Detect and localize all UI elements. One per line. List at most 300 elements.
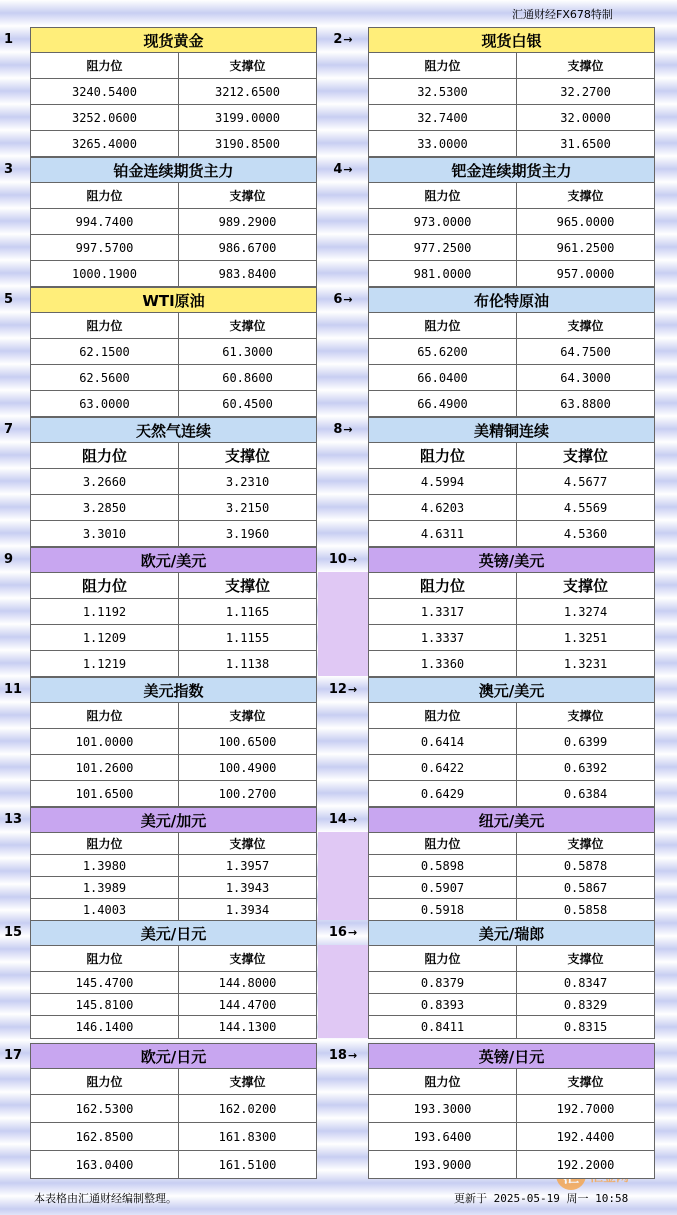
title-row (31, 418, 317, 443)
block-number: 9 (4, 552, 14, 567)
instrument-title: 纽元/美元 (369, 808, 655, 833)
block-number (318, 807, 368, 832)
resistance-value: 3240.5400 (31, 79, 179, 105)
support-value: 3.2150 (179, 495, 317, 521)
resistance-value: 1.3317 (369, 599, 517, 625)
resistance-value: 32.5300 (369, 79, 517, 105)
resistance-value: 145.4700 (31, 972, 179, 994)
support-header: 支撑位 (179, 833, 317, 855)
resistance-header: 阻力位 (31, 313, 179, 339)
resistance-value: 145.8100 (31, 994, 179, 1016)
resistance-header: 阻力位 (369, 946, 517, 972)
support-header: 支撑位 (179, 703, 317, 729)
support-value: 144.4700 (179, 994, 317, 1016)
resistance-header: 阻力位 (31, 573, 179, 599)
support-value: 0.8329 (517, 994, 655, 1016)
quote-table-16 (368, 920, 655, 1039)
block-number-text: 16 (328, 925, 347, 940)
instrument-title: 美元/瑞郎 (369, 921, 655, 946)
block-number: 17 (4, 1048, 23, 1063)
price-row (369, 899, 655, 921)
resistance-value: 66.0400 (369, 365, 517, 391)
support-value: 144.8000 (179, 972, 317, 994)
instrument-title: 美精铜连续 (369, 418, 655, 443)
price-row (369, 972, 655, 994)
header-row (31, 53, 317, 79)
support-header: 支撑位 (179, 443, 317, 469)
support-value: 64.7500 (517, 339, 655, 365)
support-value: 192.4400 (517, 1123, 655, 1151)
title-row (369, 921, 655, 946)
support-header: 支撑位 (517, 53, 655, 79)
resistance-value: 0.8379 (369, 972, 517, 994)
title-row (31, 678, 317, 703)
block-number: 3 (4, 162, 14, 177)
title-row (369, 1044, 655, 1069)
instrument-title: 欧元/美元 (31, 548, 317, 573)
header-row (31, 946, 317, 972)
price-row (369, 877, 655, 899)
resistance-value: 3.2660 (31, 469, 179, 495)
block-number: 5 (4, 292, 14, 307)
resistance-value: 0.8393 (369, 994, 517, 1016)
title-row (31, 1044, 317, 1069)
arrow-right-icon: → (347, 553, 358, 566)
support-header: 支撑位 (517, 833, 655, 855)
support-value: 1.3934 (179, 899, 317, 921)
support-value: 100.2700 (179, 781, 317, 807)
price-row (31, 495, 317, 521)
arrow-right-icon: → (347, 813, 358, 826)
resistance-value: 66.4900 (369, 391, 517, 417)
resistance-header: 阻力位 (369, 1069, 517, 1095)
resistance-value: 3.3010 (31, 521, 179, 547)
support-value: 0.5858 (517, 899, 655, 921)
price-row (369, 209, 655, 235)
price-row (369, 391, 655, 417)
price-row (31, 261, 317, 287)
support-value: 100.4900 (179, 755, 317, 781)
price-row (31, 105, 317, 131)
resistance-value: 0.5918 (369, 899, 517, 921)
price-row (369, 1095, 655, 1123)
quote-table-15 (30, 920, 317, 1039)
support-value: 31.6500 (517, 131, 655, 157)
block-number-text: 2 (333, 32, 343, 47)
quote-table-2 (368, 27, 655, 157)
resistance-value: 994.7400 (31, 209, 179, 235)
quote-table-5 (30, 287, 317, 417)
support-value: 161.8300 (179, 1123, 317, 1151)
support-value: 0.8315 (517, 1016, 655, 1039)
resistance-header: 阻力位 (31, 703, 179, 729)
resistance-value: 0.6429 (369, 781, 517, 807)
quote-table-4 (368, 157, 655, 287)
support-value: 192.2000 (517, 1151, 655, 1179)
header-row (31, 313, 317, 339)
header-row (369, 443, 655, 469)
header-row (31, 1069, 317, 1095)
resistance-value: 63.0000 (31, 391, 179, 417)
block-number-text: 18 (328, 1048, 347, 1063)
title-row (31, 921, 317, 946)
block-number-text: 14 (328, 812, 347, 827)
resistance-value: 973.0000 (369, 209, 517, 235)
support-header: 支撑位 (179, 573, 317, 599)
instrument-title: 现货白银 (369, 28, 655, 53)
price-row (369, 365, 655, 391)
block-number (318, 27, 368, 52)
quote-table-13 (30, 807, 317, 921)
instrument-title: 美元指数 (31, 678, 317, 703)
quote-table-3 (30, 157, 317, 287)
support-value: 0.6392 (517, 755, 655, 781)
instrument-title: 美元/加元 (31, 808, 317, 833)
price-row (369, 625, 655, 651)
instrument-title: 英镑/日元 (369, 1044, 655, 1069)
price-row (369, 235, 655, 261)
title-row (369, 158, 655, 183)
title-row (369, 548, 655, 573)
price-row (369, 261, 655, 287)
resistance-header: 阻力位 (369, 313, 517, 339)
support-value: 965.0000 (517, 209, 655, 235)
title-row (31, 288, 317, 313)
price-row (369, 469, 655, 495)
instrument-title: 布伦特原油 (369, 288, 655, 313)
support-value: 1.1155 (179, 625, 317, 651)
price-row (369, 79, 655, 105)
support-value: 983.8400 (179, 261, 317, 287)
support-value: 161.5100 (179, 1151, 317, 1179)
resistance-value: 981.0000 (369, 261, 517, 287)
resistance-value: 162.8500 (31, 1123, 179, 1151)
separator-strip (318, 572, 368, 676)
resistance-value: 163.0400 (31, 1151, 179, 1179)
price-row (31, 79, 317, 105)
quote-table-10 (368, 547, 655, 677)
price-row (31, 365, 317, 391)
resistance-value: 0.6414 (369, 729, 517, 755)
resistance-value: 62.1500 (31, 339, 179, 365)
resistance-value: 101.2600 (31, 755, 179, 781)
support-value: 1.3231 (517, 651, 655, 677)
block-number (318, 920, 368, 945)
resistance-value: 193.3000 (369, 1095, 517, 1123)
footer-note: 本表格由汇通财经编制整理。 (34, 1192, 177, 1205)
support-value: 32.0000 (517, 105, 655, 131)
price-row (31, 972, 317, 994)
header-row (31, 183, 317, 209)
instrument-title: 澳元/美元 (369, 678, 655, 703)
resistance-value: 1000.1900 (31, 261, 179, 287)
support-value: 3212.6500 (179, 79, 317, 105)
support-value: 0.5867 (517, 877, 655, 899)
price-row (31, 339, 317, 365)
support-value: 60.4500 (179, 391, 317, 417)
support-header: 支撑位 (517, 183, 655, 209)
support-header: 支撑位 (517, 313, 655, 339)
support-value: 0.8347 (517, 972, 655, 994)
support-value: 4.5360 (517, 521, 655, 547)
quote-table-7 (30, 417, 317, 547)
support-value: 986.6700 (179, 235, 317, 261)
resistance-value: 0.5898 (369, 855, 517, 877)
instrument-title: WTI原油 (31, 288, 317, 313)
price-row (369, 495, 655, 521)
arrow-right-icon: → (343, 293, 353, 306)
price-row (369, 105, 655, 131)
price-row (31, 1151, 317, 1179)
resistance-value: 1.3360 (369, 651, 517, 677)
block-number: 11 (4, 682, 23, 697)
resistance-value: 997.5700 (31, 235, 179, 261)
price-row (31, 855, 317, 877)
title-row (31, 548, 317, 573)
header-row (369, 833, 655, 855)
price-row (31, 209, 317, 235)
resistance-value: 3252.0600 (31, 105, 179, 131)
support-header: 支撑位 (179, 946, 317, 972)
title-row (369, 808, 655, 833)
price-row (31, 994, 317, 1016)
resistance-value: 1.1209 (31, 625, 179, 651)
block-number-text: 8 (333, 422, 343, 437)
price-row (369, 521, 655, 547)
quote-table-17 (30, 1043, 317, 1179)
instrument-title: 现货黄金 (31, 28, 317, 53)
price-row (31, 899, 317, 921)
support-value: 32.2700 (517, 79, 655, 105)
block-number: 7 (4, 422, 14, 437)
support-value: 957.0000 (517, 261, 655, 287)
block-number-text: 4 (333, 162, 343, 177)
arrow-right-icon: → (343, 33, 353, 46)
resistance-value: 0.8411 (369, 1016, 517, 1039)
resistance-header: 阻力位 (31, 53, 179, 79)
price-row (31, 1095, 317, 1123)
resistance-value: 146.1400 (31, 1016, 179, 1039)
instrument-title: 铂金连续期货主力 (31, 158, 317, 183)
price-row (369, 855, 655, 877)
support-header: 支撑位 (517, 443, 655, 469)
title-row (31, 158, 317, 183)
title-row (369, 418, 655, 443)
resistance-value: 4.5994 (369, 469, 517, 495)
support-value: 64.3000 (517, 365, 655, 391)
support-header: 支撑位 (517, 703, 655, 729)
block-number-text: 6 (333, 292, 343, 307)
resistance-value: 4.6203 (369, 495, 517, 521)
resistance-header: 阻力位 (31, 946, 179, 972)
quote-table-18 (368, 1043, 655, 1179)
title-row (31, 28, 317, 53)
instrument-title: 美元/日元 (31, 921, 317, 946)
resistance-value: 3.2850 (31, 495, 179, 521)
block-number: 15 (4, 925, 23, 940)
resistance-value: 1.3337 (369, 625, 517, 651)
resistance-value: 33.0000 (369, 131, 517, 157)
support-value: 192.7000 (517, 1095, 655, 1123)
resistance-value: 977.2500 (369, 235, 517, 261)
support-value: 1.3957 (179, 855, 317, 877)
instrument-title: 英镑/美元 (369, 548, 655, 573)
resistance-header: 阻力位 (31, 183, 179, 209)
arrow-right-icon: → (347, 1049, 358, 1062)
block-number: 1 (4, 32, 14, 47)
support-value: 961.2500 (517, 235, 655, 261)
price-row (369, 755, 655, 781)
price-row (31, 625, 317, 651)
quote-table-14 (368, 807, 655, 921)
instrument-title: 天然气连续 (31, 418, 317, 443)
header-row (31, 573, 317, 599)
resistance-value: 0.5907 (369, 877, 517, 899)
resistance-header: 阻力位 (369, 53, 517, 79)
support-header: 支撑位 (179, 1069, 317, 1095)
block-number (318, 1043, 368, 1068)
price-row (31, 729, 317, 755)
instrument-title: 钯金连续期货主力 (369, 158, 655, 183)
resistance-value: 1.1192 (31, 599, 179, 625)
support-value: 4.5569 (517, 495, 655, 521)
quote-table-9 (30, 547, 317, 677)
block-number (318, 157, 368, 182)
block-number (318, 287, 368, 312)
support-value: 1.1138 (179, 651, 317, 677)
resistance-value: 1.1219 (31, 651, 179, 677)
quote-table-11 (30, 677, 317, 807)
arrow-right-icon: → (347, 926, 358, 939)
quote-table-1 (30, 27, 317, 157)
header-row (31, 443, 317, 469)
price-row (369, 994, 655, 1016)
price-row (369, 339, 655, 365)
support-header: 支撑位 (179, 183, 317, 209)
resistance-value: 1.4003 (31, 899, 179, 921)
resistance-value: 3265.4000 (31, 131, 179, 157)
header-row (31, 703, 317, 729)
resistance-value: 101.0000 (31, 729, 179, 755)
block-number (318, 677, 368, 702)
quote-table-6 (368, 287, 655, 417)
resistance-header: 阻力位 (369, 443, 517, 469)
resistance-value: 0.6422 (369, 755, 517, 781)
resistance-header: 阻力位 (31, 833, 179, 855)
support-value: 60.8600 (179, 365, 317, 391)
support-value: 3190.8500 (179, 131, 317, 157)
separator-strip (318, 832, 368, 920)
resistance-value: 62.5600 (31, 365, 179, 391)
header-row (369, 573, 655, 599)
support-value: 1.3943 (179, 877, 317, 899)
separator-strip (318, 945, 368, 1038)
header-row (369, 53, 655, 79)
header-row (31, 833, 317, 855)
price-row (369, 131, 655, 157)
price-row (369, 1151, 655, 1179)
header-row (369, 946, 655, 972)
block-number (318, 417, 368, 442)
title-row (369, 678, 655, 703)
price-row (31, 651, 317, 677)
price-row (369, 651, 655, 677)
resistance-value: 65.6200 (369, 339, 517, 365)
block-number (318, 547, 368, 572)
price-row (31, 391, 317, 417)
support-value: 1.3274 (517, 599, 655, 625)
price-row (31, 131, 317, 157)
instrument-title: 欧元/日元 (31, 1044, 317, 1069)
price-row (31, 1016, 317, 1039)
resistance-value: 32.7400 (369, 105, 517, 131)
block-number: 13 (4, 812, 23, 827)
resistance-value: 101.6500 (31, 781, 179, 807)
title-row (369, 28, 655, 53)
price-row (31, 469, 317, 495)
arrow-right-icon: → (343, 423, 353, 436)
price-row (31, 1123, 317, 1151)
resistance-value: 1.3989 (31, 877, 179, 899)
price-row (369, 1016, 655, 1039)
support-value: 4.5677 (517, 469, 655, 495)
resistance-header: 阻力位 (369, 573, 517, 599)
resistance-header: 阻力位 (31, 443, 179, 469)
header-row (369, 313, 655, 339)
price-row (31, 755, 317, 781)
support-value: 1.1165 (179, 599, 317, 625)
price-row (31, 599, 317, 625)
resistance-value: 193.6400 (369, 1123, 517, 1151)
arrow-right-icon: → (343, 163, 353, 176)
support-value: 1.3251 (517, 625, 655, 651)
support-value: 162.0200 (179, 1095, 317, 1123)
support-header: 支撑位 (179, 313, 317, 339)
price-row (31, 877, 317, 899)
resistance-value: 4.6311 (369, 521, 517, 547)
support-value: 3199.0000 (179, 105, 317, 131)
block-number-text: 10 (328, 552, 347, 567)
support-value: 989.2900 (179, 209, 317, 235)
support-value: 100.6500 (179, 729, 317, 755)
resistance-value: 193.9000 (369, 1151, 517, 1179)
price-row (369, 729, 655, 755)
support-value: 0.6384 (517, 781, 655, 807)
header-row (369, 183, 655, 209)
price-row (31, 781, 317, 807)
price-row (369, 1123, 655, 1151)
price-row (31, 521, 317, 547)
resistance-value: 1.3980 (31, 855, 179, 877)
block-number-text: 12 (328, 682, 347, 697)
support-value: 61.3000 (179, 339, 317, 365)
update-time: 更新于 2025-05-19 周一 10:58 (454, 1192, 629, 1205)
price-row (369, 781, 655, 807)
price-row (31, 235, 317, 261)
support-value: 3.2310 (179, 469, 317, 495)
support-value: 63.8800 (517, 391, 655, 417)
support-value: 0.5878 (517, 855, 655, 877)
support-header: 支撑位 (517, 573, 655, 599)
resistance-header: 阻力位 (369, 183, 517, 209)
resistance-header: 阻力位 (369, 833, 517, 855)
resistance-header: 阻力位 (31, 1069, 179, 1095)
title-row (369, 288, 655, 313)
support-value: 0.6399 (517, 729, 655, 755)
support-header: 支撑位 (179, 53, 317, 79)
price-row (369, 599, 655, 625)
support-value: 144.1300 (179, 1016, 317, 1039)
